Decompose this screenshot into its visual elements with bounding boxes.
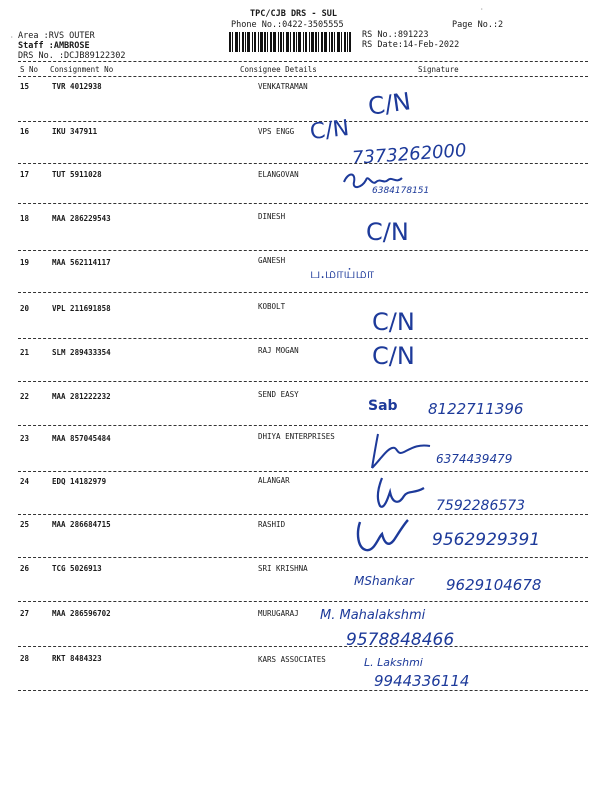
row-consignee: RAJ MOGAN	[258, 346, 299, 355]
row-signature: MShankar	[354, 574, 414, 588]
row-divider	[18, 250, 588, 251]
scan-speck: ·	[10, 34, 14, 41]
row-signature: C/N	[308, 116, 351, 145]
row-consignment: TCG 5026913	[52, 564, 102, 573]
row-sno: 26	[20, 564, 30, 573]
row-sno: 19	[20, 258, 30, 267]
row-consignment: MAA 286229543	[52, 214, 111, 223]
row-divider	[18, 646, 588, 647]
page-number: Page No.:2	[452, 20, 504, 30]
row-sno: 15	[20, 82, 30, 91]
row-consignee: VPS ENGG	[258, 127, 295, 136]
row-sno: 25	[20, 520, 30, 529]
row-phone: 7592286573	[436, 498, 526, 514]
row-phone: 9944336114	[374, 672, 470, 690]
row-consignee: GANESH	[258, 256, 286, 265]
area-field: Area :RVS OUTER	[18, 31, 95, 41]
row-sno: 27	[20, 609, 30, 618]
document-title: TPC/CJB DRS - SUL	[250, 9, 337, 19]
row-signature: C/N	[366, 218, 409, 246]
row-consignee: VENKATRAMAN	[258, 82, 308, 91]
row-divider	[18, 203, 588, 204]
row-sno: 22	[20, 392, 30, 401]
column-signature: Signature	[418, 65, 459, 74]
phone-number: Phone No.:0422-3505555	[231, 20, 344, 30]
row-divider	[18, 514, 588, 515]
row-sno: 17	[20, 170, 30, 179]
barcode-image	[229, 32, 351, 52]
row-phone: 9562929391	[432, 530, 541, 550]
row-consignee: ELANGOVAN	[258, 170, 299, 179]
row-sno: 20	[20, 304, 30, 313]
row-consignment: MAA 857045484	[52, 434, 111, 443]
row-divider	[18, 601, 588, 602]
row-consignment: RKT 8484323	[52, 654, 102, 663]
row-signature: ப.மாய்மா	[310, 266, 375, 282]
row-phone: 9629104678	[446, 576, 542, 594]
row-signature: C/N	[366, 87, 413, 121]
column-consignee: Consignee Details	[240, 65, 317, 74]
row-consignment: VPL 211691858	[52, 304, 111, 313]
row-divider	[18, 471, 588, 472]
row-consignee: SRI KRISHNA	[258, 564, 308, 573]
row-sno: 28	[20, 654, 30, 663]
drs-number-field: DRS No. :DCJB89122302	[18, 51, 126, 61]
row-divider	[18, 381, 588, 382]
row-signature: C/N	[372, 308, 415, 336]
row-signature: L. Lakshmi	[364, 656, 423, 669]
row-sno: 16	[20, 127, 30, 136]
row-signature: Sab	[368, 398, 398, 414]
staff-field: Staff :AMBROSE	[18, 41, 90, 51]
header-divider-bottom	[18, 76, 588, 77]
row-sno: 18	[20, 214, 30, 223]
row-consignment: SLM 289433354	[52, 348, 111, 357]
row-divider	[18, 121, 588, 122]
row-phone: 9578848466	[346, 630, 455, 650]
row-phone: 8122711396	[428, 400, 524, 418]
row-divider	[18, 557, 588, 558]
row-sno: 21	[20, 348, 30, 357]
row-consignment: TUT 5911028	[52, 170, 102, 179]
row-consignment: MAA 562114117	[52, 258, 111, 267]
row-consignee: KOBOLT	[258, 302, 286, 311]
row-consignee: KARS ASSOCIATES	[258, 655, 326, 664]
row-phone: 7373262000	[351, 140, 468, 169]
row-consignment: TVR 4012938	[52, 82, 102, 91]
row-consignee: SEND EASY	[258, 390, 299, 399]
row-phone: 6384178151	[372, 186, 430, 196]
row-consignee: MURUGARAJ	[258, 609, 299, 618]
column-consignment: Consignment No	[50, 65, 114, 74]
row-consignment: MAA 286596702	[52, 609, 111, 618]
row-signature: C/N	[372, 342, 415, 370]
row-consignment: IKU 347911	[52, 127, 98, 136]
column-sno: S No	[20, 65, 39, 74]
row-divider	[18, 163, 588, 164]
row-divider	[18, 425, 588, 426]
row-signature: M. Mahalakshmi	[320, 608, 426, 623]
row-consignment: MAA 286684715	[52, 520, 111, 529]
signature-scribble	[368, 476, 428, 512]
scan-speck: ·	[480, 6, 484, 13]
rs-date-field: RS Date:14-Feb-2022	[362, 40, 460, 50]
row-divider	[18, 690, 588, 691]
row-consignee: ALANGAR	[258, 476, 290, 485]
signature-scribble	[366, 430, 436, 472]
header-divider-top	[18, 61, 588, 62]
signature-scribble	[352, 514, 412, 556]
row-consignee: RASHID	[258, 520, 286, 529]
row-sno: 23	[20, 434, 30, 443]
row-divider	[18, 292, 588, 293]
row-consignment: EDQ 14182979	[52, 477, 107, 486]
row-consignee: DINESH	[258, 212, 286, 221]
row-sno: 24	[20, 477, 30, 486]
row-phone: 6374439479	[436, 452, 513, 466]
rs-number-field: RS No.:891223	[362, 30, 429, 40]
row-divider	[18, 338, 588, 339]
row-consignee: DHIYA ENTERPRISES	[258, 432, 335, 441]
row-consignment: MAA 281222232	[52, 392, 111, 401]
